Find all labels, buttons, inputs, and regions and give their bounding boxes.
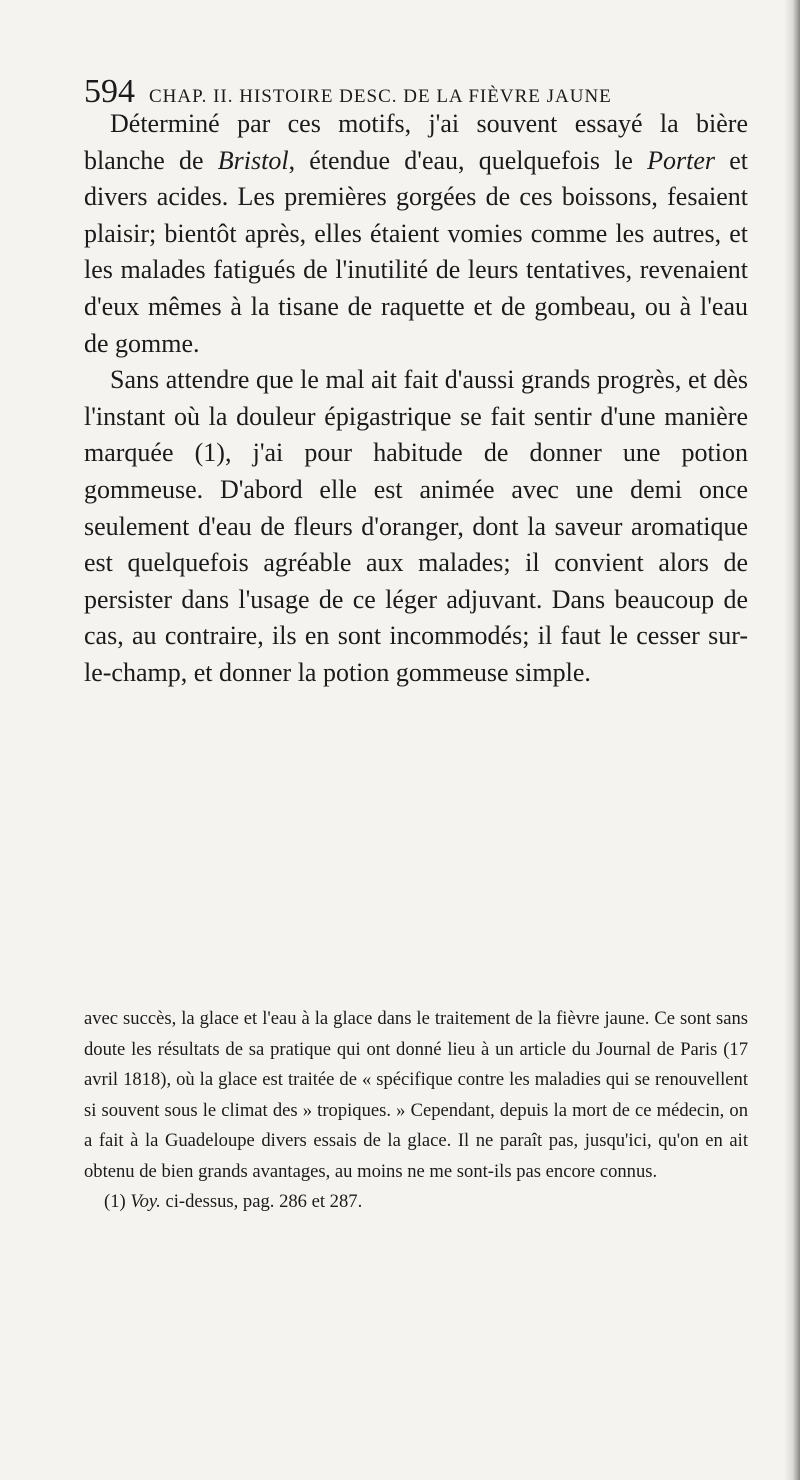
text-run: et divers acides. Les premières gorgées de ces boissons, fesaient plaisir; bientôt après, elles étaient vomies comme les autres, et les malades fatigués de l'inutilité de leurs tentatives, revenaient d'eux mêmes à la tisane de raquette et de gombeau, ou à l'eau de gomme. xyxy=(84,145,748,358)
footnote-continuation: avec succès, la glace et l'eau à la glace dans le traitement de la fièvre jaune. Ce sont sans doute les résultats de sa pratique qui ont donné lieu à un article du Journal de Paris (17 avril 1818), où la glace est traitée de « spécifique contre les maladies qui se renouvellent si souvent sous le climat des » tropiques. » Cependant, depuis la mort de ce médecin, on a fait à la Guadeloupe divers essais de la glace. Il ne paraît pas, jusqu'ici, qu'on en ait obtenu de bien grands avantages, au moins ne me sont-ils pas encore connus. xyxy=(84,1008,748,1182)
main-text xyxy=(84,106,748,692)
footnote-text: ci-dessus, pag. 286 et 287. xyxy=(160,1191,363,1212)
footnote-reference: (1) xyxy=(194,438,225,468)
footnotes xyxy=(84,1004,748,1218)
page-number: 594 xyxy=(84,73,135,110)
running-head: CHAP. II. HISTOIRE DESC. DE LA FIÈVRE JAUNE xyxy=(149,86,612,107)
footnote-marker: (1) xyxy=(104,1191,126,1212)
text-run: , j'ai pour habitude de donner une potion gommeuse. D'abord elle est animée avec une demi once seulement d'eau de fleurs d'oranger, dont la saveur aromatique est quelquefois agréable aux malades; il convient alors de persister dans l'usage de ce léger adjuvant. Dans beaucoup de cas, au contraire, ils en sont incommodés; il faut le cesser sur-le-champ, et donner la potion gommeuse simple. xyxy=(84,438,748,687)
footnote-voy: Voy. xyxy=(130,1191,161,1212)
italic-term-bristol: Bristol xyxy=(217,145,289,175)
footnote-1 xyxy=(84,1187,748,1218)
text-run: , étendue d'eau, quelquefois le xyxy=(288,145,648,175)
italic-term-porter: Porter xyxy=(647,145,716,175)
text-run: Sans attendre que le mal ait fait d'aussi grands progrès, et dès l'instant où la douleur épigastrique se fait sentir d'une manière marquée xyxy=(84,365,748,468)
text-run: Déterminé par ces motifs, j'ai souvent essayé la bière blanche de xyxy=(84,109,748,175)
paragraph xyxy=(84,362,748,691)
paragraph xyxy=(84,106,748,362)
page-edge-shadow xyxy=(784,0,800,1480)
